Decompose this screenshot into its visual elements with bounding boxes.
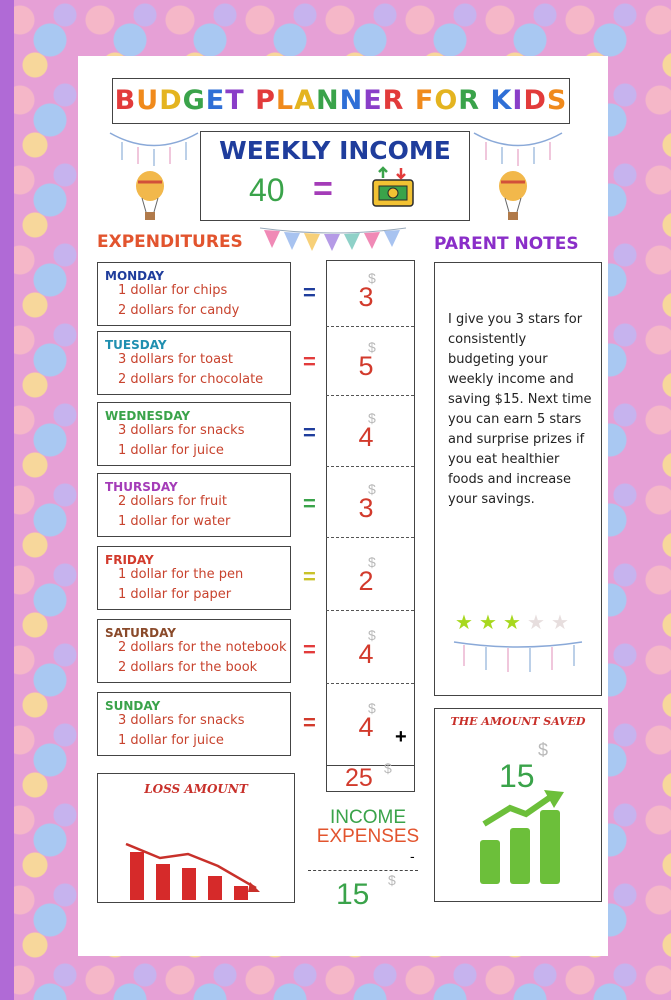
title-letter: K <box>490 85 513 116</box>
star-icon: ★ <box>503 612 521 634</box>
result-dollar-icon: $ <box>388 872 396 888</box>
title-letter: L <box>275 85 295 116</box>
day-box-sunday <box>97 692 291 756</box>
title-letter: B <box>114 85 137 116</box>
expense-item: 1 dollar for the pen <box>118 567 244 582</box>
ribbon-bunting-icon <box>452 636 584 676</box>
dollar-icon: $ <box>368 554 376 570</box>
expenditures-heading: EXPENDITURES <box>97 232 243 252</box>
amount-divider <box>326 326 414 327</box>
page-title <box>113 79 569 123</box>
pennant-bunting-icon <box>258 224 408 256</box>
day-amount: 4 <box>358 422 374 452</box>
income-minus-expenses-result: 15 <box>336 878 370 911</box>
title-letter: O <box>434 85 459 116</box>
title-letter: P <box>255 85 276 116</box>
amount-divider <box>326 395 414 396</box>
amount-divider <box>326 683 414 684</box>
weekly-income-box <box>200 131 470 221</box>
bunting-right-icon <box>472 128 564 168</box>
expense-item: 3 dollars for snacks <box>118 713 245 728</box>
money-icon <box>369 166 417 212</box>
equals-sign: = <box>303 280 316 305</box>
expense-item: 2 dollars for candy <box>118 303 240 318</box>
bunting-left-icon <box>108 128 200 168</box>
expense-item: 2 dollars for chocolate <box>118 372 264 387</box>
title-letter: T <box>225 85 245 116</box>
title-letter: E <box>363 85 383 116</box>
weekly-income-equals: = <box>313 170 333 208</box>
equals-sign: = <box>303 710 316 735</box>
day-amount: 2 <box>358 566 374 596</box>
minus-sign: - <box>410 848 415 864</box>
star-icon: ★ <box>551 612 569 634</box>
income-label: INCOME <box>330 807 406 828</box>
plus-sign: + <box>395 726 407 748</box>
title-letter: E <box>205 85 226 116</box>
title-letter <box>404 85 414 116</box>
amount-divider <box>326 537 414 538</box>
title-letter: D <box>159 85 183 116</box>
equals-sign: = <box>303 564 316 589</box>
saved-dollar-icon: $ <box>538 740 549 760</box>
amount-divider <box>326 610 414 611</box>
weekly-income-row <box>201 172 469 217</box>
title-letter: A <box>294 85 316 116</box>
expense-item: 3 dollars for toast <box>118 352 233 367</box>
expense-item: 1 dollar for water <box>118 514 231 529</box>
title-letter: I <box>512 85 524 116</box>
weekly-income-value: 40 <box>249 172 285 208</box>
total-value: 25 <box>345 764 373 792</box>
dollar-icon: $ <box>368 270 376 286</box>
amount-saved-label: THE AMOUNT SAVED <box>450 715 586 728</box>
title-box <box>112 78 570 124</box>
day-box-monday <box>97 262 291 326</box>
dollar-icon: $ <box>368 700 376 716</box>
dollar-icon: $ <box>368 481 376 497</box>
expense-item: 2 dollars for the book <box>118 660 258 675</box>
day-amount: 4 <box>358 712 374 742</box>
day-box-tuesday <box>97 331 291 395</box>
expense-item: 1 dollar for paper <box>118 587 232 602</box>
expense-item: 1 dollar for chips <box>118 283 228 298</box>
title-letter <box>480 85 490 116</box>
title-letter: G <box>182 85 206 116</box>
equals-sign: = <box>303 420 316 445</box>
day-name: THURSDAY <box>105 480 178 494</box>
expenses-label: EXPENSES <box>316 826 420 847</box>
weekly-income-label: WEEKLY INCOME <box>219 136 451 165</box>
title-letter: U <box>136 85 160 116</box>
day-name: SATURDAY <box>105 626 176 640</box>
title-letter <box>245 85 255 116</box>
day-amount: 5 <box>358 351 374 381</box>
star-icon: ★ <box>527 612 545 634</box>
title-letter: R <box>382 85 405 116</box>
day-name: MONDAY <box>105 269 164 283</box>
title-letter: R <box>458 85 481 116</box>
hot-air-balloon-right-icon <box>497 170 529 232</box>
equals-sign: = <box>303 491 316 516</box>
day-amount: 3 <box>358 282 374 312</box>
expense-item: 1 dollar for juice <box>118 443 224 458</box>
day-box-wednesday <box>97 402 291 466</box>
amount-saved-value: 15 <box>499 758 535 794</box>
day-amount: 4 <box>358 639 374 669</box>
equals-sign: = <box>303 637 316 662</box>
loss-chart-icon <box>122 838 262 902</box>
star-icon: ★ <box>479 612 497 634</box>
left-purple-stripe <box>0 0 14 1000</box>
dollar-icon: $ <box>368 339 376 355</box>
day-name: FRIDAY <box>105 553 154 567</box>
hot-air-balloon-icon <box>134 170 166 232</box>
day-amount: 3 <box>358 493 374 523</box>
day-box-thursday <box>97 473 291 537</box>
day-name: TUESDAY <box>105 338 167 352</box>
dollar-icon: $ <box>368 627 376 643</box>
loss-amount-label: LOSS AMOUNT <box>144 782 248 796</box>
subtraction-line <box>308 870 418 871</box>
total-dollar-icon: $ <box>384 760 392 776</box>
expense-item: 3 dollars for snacks <box>118 423 245 438</box>
expense-item: 2 dollars for the notebook <box>118 640 287 655</box>
day-box-friday <box>97 546 291 610</box>
expense-item: 2 dollars for fruit <box>118 494 227 509</box>
parent-notes-heading: PARENT NOTES <box>434 234 579 254</box>
title-letter: S <box>546 85 568 116</box>
equals-sign: = <box>303 349 316 374</box>
day-box-saturday <box>97 619 291 683</box>
day-name: SUNDAY <box>105 699 161 713</box>
dollar-icon: $ <box>368 410 376 426</box>
expense-item: 1 dollar for juice <box>118 733 224 748</box>
title-letter: N <box>315 85 340 116</box>
title-letter: D <box>523 85 547 116</box>
star-icon: ★ <box>455 612 473 634</box>
growth-chart-icon <box>474 788 570 888</box>
parent-notes-text: I give you 3 stars for consistently budgeting your weekly income and saving $15. Next time you can earn 5 stars and surprise prizes if you eat healthier foods and increase your savings. <box>448 312 592 507</box>
title-letter: N <box>339 85 364 116</box>
title-letter: F <box>414 85 435 116</box>
amount-divider <box>326 466 414 467</box>
day-name: WEDNESDAY <box>105 409 191 423</box>
